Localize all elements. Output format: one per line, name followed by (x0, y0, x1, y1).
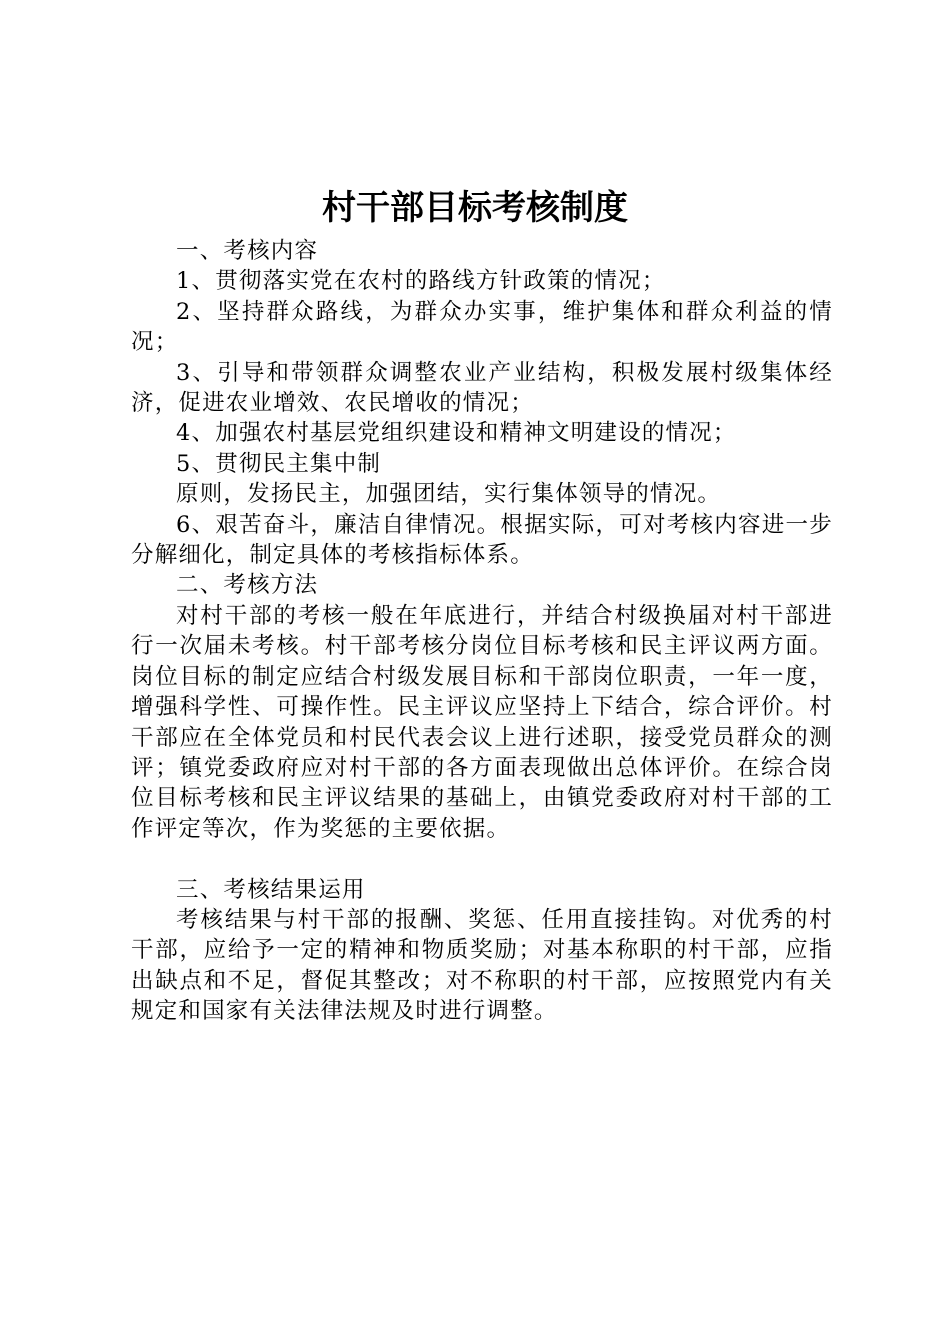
content-item-4: 4、加强农村基层党组织建设和精神文明建设的情况； (176, 420, 737, 447)
section-heading-results: 三、考核结果运用 (176, 876, 366, 903)
method-paragraph: 对村干部的考核一般在年底进行，并结合村级换届对村干部进行一次届未考核。村干部考核分岗位目标考核和民主评议两方面。岗位目标的制定应结合村级发展目标和干部岗位职责，一年一度，增强科学性、可操作性。民主评议应坚持上下结合，综合评价。村干部应在全体党员和村民代表会议上进行述职，接受党员群众的测评；镇党委政府应对村干部的各方面表现做出总体评价。在综合岗位目标考核和民主评议结果的基础上，由镇党委政府对村干部的工作评定等次，作为奖惩的主要依据。 (131, 602, 833, 842)
document-body (131, 236, 833, 1027)
document-title: 村干部目标考核制度 (322, 188, 628, 228)
content-item-5: 5、贯彻民主集中制 (176, 450, 382, 477)
paragraph-gap (131, 844, 833, 874)
content-item-6: 6、艰苦奋斗，廉洁自律情况。根据实际，可对考核内容进一步分解细化，制定具体的考核指标体系。 (131, 511, 833, 569)
results-paragraph: 考核结果与村干部的报酬、奖惩、任用直接挂钩。对优秀的村干部，应给予一定的精神和物质奖励；对基本称职的村干部，应指出缺点和不足，督促其整改；对不称职的村干部，应按照党内有关规定和国家有关法律法规及时进行调整。 (131, 906, 833, 1025)
content-item-5-continued: 原则，发扬民主，加强团结，实行集体领导的情况。 (176, 481, 722, 508)
content-item-3: 3、引导和带领群众调整农业产业结构，积极发展村级集体经济，促进农业增效、农民增收的情况； (131, 359, 833, 417)
content-item-1: 1、贯彻落实党在农村的路线方针政策的情况； (176, 268, 666, 295)
section-heading-method: 二、考核方法 (176, 572, 319, 599)
content-item-2: 2、坚持群众路线，为群众办实事，维护集体和群众利益的情况； (131, 298, 833, 356)
section-heading-content: 一、考核内容 (176, 238, 319, 264)
